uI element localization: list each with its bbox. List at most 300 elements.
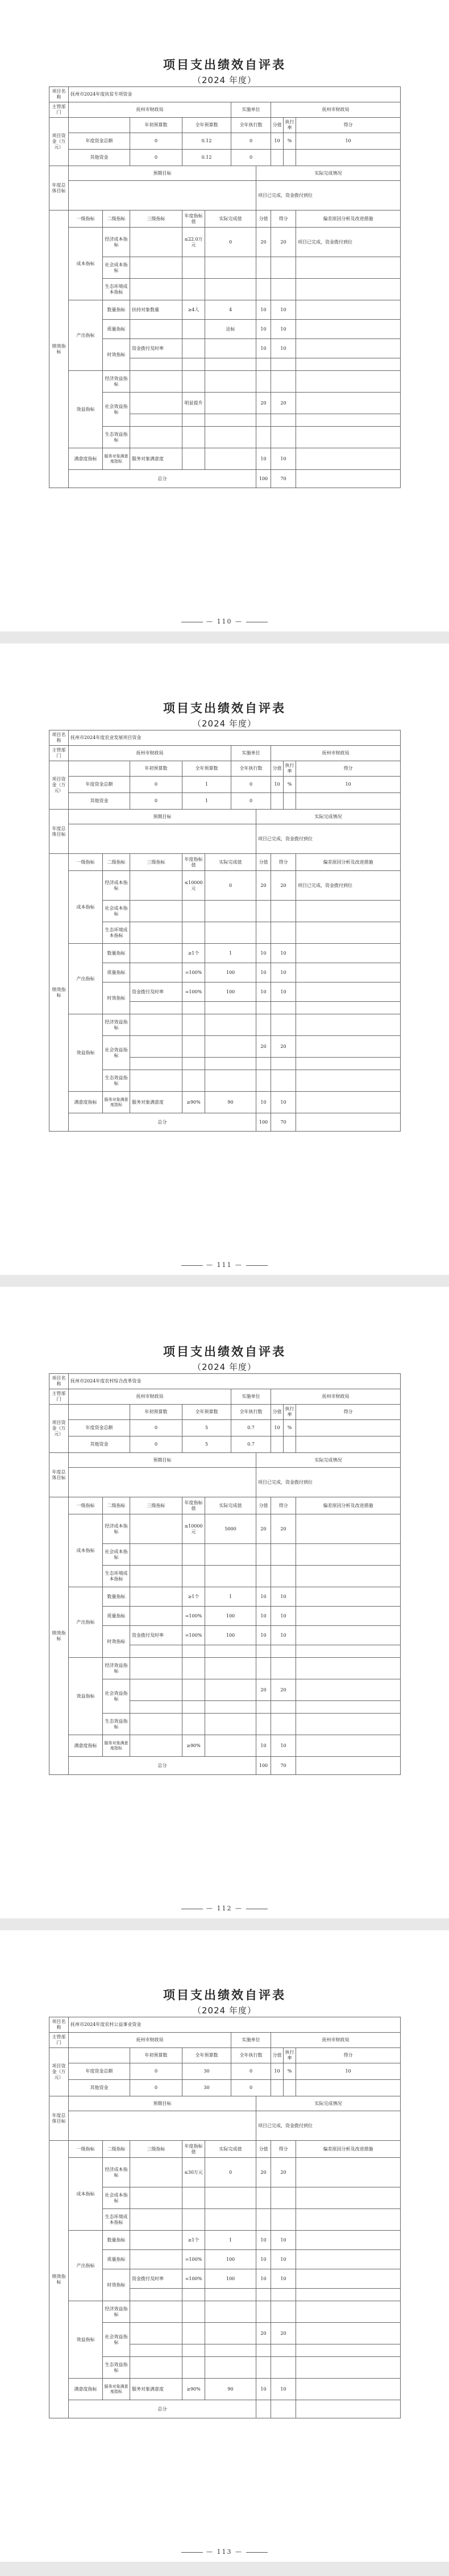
year-total-full: 5	[182, 1420, 231, 1436]
year-total-exec: 0	[231, 2063, 271, 2080]
label-total: 总分	[69, 470, 256, 488]
label-lvl2: 二级指标	[103, 1497, 130, 1514]
time-actual: 100	[205, 1626, 256, 1645]
label-satisfaction: 满意度指标	[69, 1735, 103, 1757]
other-funds-exec: 0	[231, 2080, 271, 2096]
qual-item	[130, 320, 182, 339]
qty-target: ≥1个	[182, 2231, 205, 2250]
label-eco-cost: 生态环境成本指标	[103, 922, 130, 944]
sat-actual: 90	[205, 2379, 256, 2400]
other-funds-annual: 0	[130, 1436, 182, 1453]
label-project-name: 项目名称	[49, 730, 69, 746]
actual-goal: 项目已完成，资金拨付到位	[256, 2111, 401, 2141]
label-annual-target: 年度指标值	[182, 2141, 205, 2158]
cost-note: 项目已完成，资金拨付到位	[296, 871, 401, 901]
qual-actual: 达标	[205, 320, 256, 339]
label-actual: 实际完成情况	[256, 2096, 401, 2111]
qty-item: 扶持对象数量	[130, 300, 182, 320]
sat-target	[182, 448, 205, 470]
label-service-sat: 服务对象满意度指标	[103, 2379, 130, 2400]
sat-score: 10	[256, 1735, 271, 1757]
label-deviation: 偏差原因分析及改进措施	[296, 210, 401, 228]
time-item: 资金拨付及时率	[130, 1626, 182, 1645]
label-funds: 项目资金（万元）	[49, 118, 69, 166]
cost-actual: 0	[205, 228, 256, 257]
other-funds-rating	[296, 793, 401, 810]
label-deviation: 偏差原因分析及改进措施	[296, 1497, 401, 1514]
soc-score: 20	[256, 1679, 271, 1701]
sat-rating: 10	[271, 1735, 296, 1757]
label-full-year-exec: 全年执行数	[231, 118, 271, 133]
label-eco-cost: 生态环境成本指标	[103, 2209, 130, 2231]
time-actual: 100	[205, 982, 256, 1002]
year-total-annual: 0	[130, 2063, 182, 2080]
total-rating: 70	[271, 470, 296, 488]
label-eco-benefit: 生态效益指标	[103, 1714, 130, 1735]
cost-rating: 20	[271, 2158, 296, 2187]
expected-goal	[69, 1468, 256, 1497]
label-quantity: 数量指标	[103, 944, 130, 963]
time-item: 资金拨付及时率	[130, 2269, 182, 2289]
year-total-score: 10	[271, 777, 284, 793]
cost-target: ≤30万元	[182, 2158, 205, 2187]
label-satisfaction: 满意度指标	[69, 448, 103, 470]
cost-score: 20	[256, 2158, 271, 2187]
label-annual-budget: 年初预算数	[130, 2048, 182, 2063]
time-actual: 100	[205, 2269, 256, 2289]
impl-unit-value: 抚州市财政局	[271, 1389, 401, 1405]
qty-score: 10	[256, 300, 271, 320]
sat-actual: 90	[205, 1092, 256, 1113]
label-eco-benefit: 生态效益指标	[103, 2357, 130, 2379]
year-total-score: 10	[271, 2063, 284, 2080]
funds-blank	[69, 118, 130, 133]
year-total-exec: 0	[231, 133, 271, 150]
other-funds-full: 30	[182, 2080, 231, 2096]
time-rating: 10	[271, 339, 296, 358]
other-funds-annual: 0	[130, 2080, 182, 2096]
year-total-annual: 0	[130, 777, 182, 793]
label-goals: 年度总体目标	[49, 166, 69, 210]
page-number: — 110 —	[0, 618, 449, 625]
other-funds-rating	[296, 2080, 401, 2096]
time-rating: 10	[271, 2269, 296, 2289]
cost-item	[130, 1514, 182, 1544]
qty-actual: 1	[205, 1587, 256, 1607]
qty-target: ≥4人	[182, 300, 205, 320]
year-total-rating: 10	[296, 133, 401, 150]
page-title: 项目支出绩效自评表	[163, 58, 286, 72]
year-total-rating: 10	[296, 2063, 401, 2080]
label-benefit: 效益指标	[69, 1014, 103, 1092]
soc-target	[182, 1679, 205, 1701]
label-social-cost: 社会成本指标	[103, 1544, 130, 1566]
label-social-benefit: 社会效益指标	[103, 1679, 130, 1714]
other-funds-rate	[284, 793, 296, 810]
other-funds-exec: 0.7	[231, 1436, 271, 1453]
qty-actual: 1	[205, 2231, 256, 2250]
label-deviation: 偏差原因分析及改进措施	[296, 2141, 401, 2158]
label-rating: 得分	[296, 2048, 401, 2063]
expected-goal	[69, 2111, 256, 2141]
actual-goal: 项目已完成，资金拨付到位	[256, 824, 401, 854]
label-year-total: 年度资金总额	[69, 777, 130, 793]
evaluation-table	[49, 730, 401, 1132]
label-year-total: 年度资金总额	[69, 1420, 130, 1436]
other-funds-full: 5	[182, 1436, 231, 1453]
other-funds-exec: 0	[231, 150, 271, 166]
time-target	[182, 339, 205, 358]
label-year-total: 年度资金总额	[69, 133, 130, 150]
label-quality: 质量指标	[103, 320, 130, 339]
year-total-rate: %	[284, 133, 296, 150]
sat-actual	[205, 448, 256, 470]
year-total-rating: 10	[296, 777, 401, 793]
label-full-year-budget: 全年预算数	[182, 761, 231, 777]
label-lvl2: 二级指标	[103, 2141, 130, 2158]
time-target: =100%	[182, 982, 205, 1002]
cost-score: 20	[256, 1514, 271, 1544]
label-funds: 项目资金（万元）	[49, 761, 69, 810]
label-perf: 绩效指标	[49, 210, 69, 488]
sat-score: 10	[256, 1092, 271, 1113]
label-annual-budget: 年初预算数	[130, 761, 182, 777]
sat-target: ≥90%	[182, 2379, 205, 2400]
funds-blank	[69, 2048, 130, 2063]
label-impl-unit: 实施单位	[231, 102, 271, 118]
year-total-rating	[296, 1420, 401, 1436]
time-score: 10	[256, 339, 271, 358]
label-econ-benefit: 经济效益指标	[103, 1014, 130, 1036]
year-total-exec: 0	[231, 777, 271, 793]
label-exec-rate: 执行率	[284, 761, 296, 777]
page-number: — 111 —	[0, 1261, 449, 1269]
cost-score: 20	[256, 871, 271, 901]
document-page	[0, 1287, 449, 1918]
expected-goal	[69, 824, 256, 854]
label-econ-cost: 经济成本指标	[103, 2158, 130, 2187]
other-funds-score	[271, 1436, 284, 1453]
page-title: 项目支出绩效自评表	[163, 1988, 286, 2002]
label-impl-unit: 实施单位	[231, 746, 271, 761]
cost-item	[130, 228, 182, 257]
other-funds-full: 0.12	[182, 150, 231, 166]
label-score: 分值	[271, 2048, 284, 2063]
year-total-score: 10	[271, 133, 284, 150]
label-econ-benefit: 经济效益指标	[103, 371, 130, 393]
dept-value: 抚州市财政局	[69, 2033, 231, 2048]
label-expected: 预期目标	[69, 810, 256, 824]
label-social-cost: 社会成本指标	[103, 2187, 130, 2209]
document-page	[0, 1930, 449, 2562]
project-name: 抚州市2024年度农村综合改革资金	[69, 1374, 401, 1389]
label-expected: 预期目标	[69, 166, 256, 181]
dept-value: 抚州市财政局	[69, 746, 231, 761]
total-score: 100	[256, 470, 271, 488]
soc-rating: 20	[271, 393, 296, 414]
page-number: — 112 —	[0, 1905, 449, 1912]
qty-rating: 10	[271, 2231, 296, 2250]
time-rating: 10	[271, 1626, 296, 1645]
label-output: 产出指标	[69, 2231, 103, 2301]
qual-actual: 100	[205, 1607, 256, 1626]
sat-rating: 10	[271, 448, 296, 470]
qual-score: 10	[256, 2250, 271, 2269]
qty-target: ≥1个	[182, 944, 205, 963]
label-perf: 绩效指标	[49, 2141, 69, 2418]
total-score: 100	[256, 1757, 271, 1775]
qty-rating: 10	[271, 1587, 296, 1607]
label-econ-benefit: 经济效益指标	[103, 1658, 130, 1679]
expected-goal	[69, 181, 256, 210]
page-year: （2024 年度）	[193, 2005, 256, 2016]
actual-goal: 项目已完成，资金拨付到位	[256, 181, 401, 210]
other-funds-score	[271, 793, 284, 810]
qty-item	[130, 944, 182, 963]
cost-actual: 5000	[205, 1514, 256, 1544]
label-quality: 质量指标	[103, 963, 130, 982]
label-indicator-score: 分值	[256, 2141, 271, 2158]
label-benefit: 效益指标	[69, 2301, 103, 2379]
label-cost: 成本指标	[69, 2158, 103, 2231]
label-other-funds: 其他资金	[69, 150, 130, 166]
dept-value: 抚州市财政局	[69, 1389, 231, 1405]
other-funds-rating	[296, 1436, 401, 1453]
other-funds-score	[271, 150, 284, 166]
label-expected: 预期目标	[69, 2096, 256, 2111]
time-item: 资金拨付及时率	[130, 339, 182, 358]
time-score: 10	[256, 982, 271, 1002]
qty-rating: 10	[271, 300, 296, 320]
label-exec-rate: 执行率	[284, 118, 296, 133]
other-funds-rate	[284, 2080, 296, 2096]
cost-rating: 20	[271, 1514, 296, 1544]
page-year: （2024 年度）	[193, 1362, 256, 1372]
soc-actual	[205, 1679, 256, 1701]
label-eco-cost: 生态环境成本指标	[103, 1566, 130, 1587]
sat-item: 服务对象满意度	[130, 448, 182, 470]
soc-target	[182, 1036, 205, 1058]
year-total-exec: 0.7	[231, 1420, 271, 1436]
dept-value: 抚州市财政局	[69, 102, 231, 118]
project-name: 抚州市2024年度扶贫专项资金	[69, 87, 401, 102]
label-timeliness: 时效指标	[103, 982, 130, 1014]
label-full-year-budget: 全年预算数	[182, 2048, 231, 2063]
time-actual	[205, 339, 256, 358]
other-funds-score	[271, 2080, 284, 2096]
page-title: 项目支出绩效自评表	[163, 1345, 286, 1359]
label-benefit: 效益指标	[69, 371, 103, 448]
label-year-total: 年度资金总额	[69, 2063, 130, 2080]
label-indicator-score: 分值	[256, 210, 271, 228]
qual-rating: 10	[271, 963, 296, 982]
cost-target: ≤22.0万元	[182, 228, 205, 257]
page-number: — 113 —	[0, 2548, 449, 2556]
qty-rating: 10	[271, 944, 296, 963]
cost-note: 项目已完成，资金拨付到位	[296, 228, 401, 257]
label-full-year-exec: 全年执行数	[231, 1405, 271, 1420]
label-rating: 得分	[296, 118, 401, 133]
label-econ-cost: 经济成本指标	[103, 1514, 130, 1544]
soc-actual	[205, 393, 256, 414]
year-total-annual: 0	[130, 1420, 182, 1436]
label-perf: 绩效指标	[49, 1497, 69, 1775]
label-project-name: 项目名称	[49, 87, 69, 102]
soc-item	[130, 1036, 182, 1058]
project-name: 抚州市2024年度农村公益事业资金	[69, 2017, 401, 2033]
total-rating: 70	[271, 1757, 296, 1775]
soc-item	[130, 1679, 182, 1701]
label-total: 总分	[69, 1113, 256, 1132]
year-total-full: 1	[182, 777, 231, 793]
qty-actual: 1	[205, 944, 256, 963]
impl-unit-value: 抚州市财政局	[271, 2033, 401, 2048]
label-annual-target: 年度指标值	[182, 210, 205, 228]
year-total-full: 30	[182, 2063, 231, 2080]
year-total-annual: 0	[130, 133, 182, 150]
soc-rating: 20	[271, 1679, 296, 1701]
qual-item	[130, 963, 182, 982]
evaluation-table	[49, 2017, 401, 2418]
document-page	[0, 643, 449, 1275]
label-indicator-rating: 得分	[271, 210, 296, 228]
label-actual-value: 实际完成值	[205, 2141, 256, 2158]
qual-score: 10	[256, 963, 271, 982]
other-funds-annual: 0	[130, 793, 182, 810]
time-rating: 10	[271, 982, 296, 1002]
other-funds-rating	[296, 150, 401, 166]
soc-rating: 20	[271, 1036, 296, 1058]
total-score	[256, 2400, 271, 2418]
qual-rating: 10	[271, 2250, 296, 2269]
label-social-cost: 社会成本指标	[103, 901, 130, 922]
label-social-cost: 社会成本指标	[103, 257, 130, 279]
total-rating	[271, 2400, 296, 2418]
label-output: 产出指标	[69, 300, 103, 371]
qty-score: 10	[256, 944, 271, 963]
sat-rating: 10	[271, 1092, 296, 1113]
soc-item	[130, 2323, 182, 2344]
sat-rating: 10	[271, 2379, 296, 2400]
label-perf: 绩效指标	[49, 854, 69, 1132]
label-lvl1: 一级指标	[69, 1497, 103, 1514]
label-social-benefit: 社会效益指标	[103, 393, 130, 427]
qual-target: =100%	[182, 2250, 205, 2269]
qual-rating: 10	[271, 1607, 296, 1626]
soc-target: 明显提升	[182, 393, 205, 414]
cost-target: ≤10000元	[182, 871, 205, 901]
label-econ-cost: 经济成本指标	[103, 228, 130, 257]
qual-target: =100%	[182, 963, 205, 982]
label-rating: 得分	[296, 761, 401, 777]
label-timeliness: 时效指标	[103, 1626, 130, 1658]
label-cost: 成本指标	[69, 228, 103, 300]
project-name: 抚州市2024年度农业发展项目资金	[69, 730, 401, 746]
label-goals: 年度总体目标	[49, 1453, 69, 1497]
other-funds-annual: 0	[130, 150, 182, 166]
label-impl-unit: 实施单位	[231, 1389, 271, 1405]
cost-item	[130, 2158, 182, 2187]
cost-item	[130, 871, 182, 901]
year-total-rate: %	[284, 2063, 296, 2080]
label-indicator-score: 分值	[256, 854, 271, 871]
label-lvl2: 二级指标	[103, 854, 130, 871]
label-full-year-budget: 全年预算数	[182, 118, 231, 133]
qual-score: 10	[256, 1607, 271, 1626]
evaluation-table	[49, 1373, 401, 1775]
label-satisfaction: 满意度指标	[69, 2379, 103, 2400]
qual-item	[130, 1607, 182, 1626]
soc-score: 20	[256, 1036, 271, 1058]
sat-actual	[205, 1735, 256, 1757]
label-actual: 实际完成情况	[256, 166, 401, 181]
label-actual: 实际完成情况	[256, 1453, 401, 1468]
label-goals: 年度总体目标	[49, 2096, 69, 2141]
soc-actual	[205, 1036, 256, 1058]
impl-unit-value: 抚州市财政局	[271, 746, 401, 761]
label-quality: 质量指标	[103, 1607, 130, 1626]
soc-target	[182, 2323, 205, 2344]
qual-target	[182, 320, 205, 339]
cost-actual: 0	[205, 871, 256, 901]
other-funds-rate	[284, 1436, 296, 1453]
label-annual-target: 年度指标值	[182, 854, 205, 871]
sat-item: 服务对象满意度	[130, 2379, 182, 2400]
label-lvl1: 一级指标	[69, 854, 103, 871]
label-rating: 得分	[296, 1405, 401, 1420]
label-lvl3: 三级指标	[130, 210, 182, 228]
label-quantity: 数量指标	[103, 1587, 130, 1607]
label-actual-value: 实际完成值	[205, 854, 256, 871]
label-full-year-exec: 全年执行数	[231, 761, 271, 777]
label-project-name: 项目名称	[49, 2017, 69, 2033]
year-total-score: 10	[271, 1420, 284, 1436]
evaluation-table	[49, 86, 401, 488]
page-title: 项目支出绩效自评表	[163, 701, 286, 715]
label-econ-cost: 经济成本指标	[103, 871, 130, 901]
qty-score: 10	[256, 2231, 271, 2250]
cost-note	[296, 2158, 401, 2187]
soc-score: 20	[256, 2323, 271, 2344]
label-lvl3: 三级指标	[130, 2141, 182, 2158]
qty-actual: 4	[205, 300, 256, 320]
label-annual-target: 年度指标值	[182, 1497, 205, 1514]
other-funds-full: 1	[182, 793, 231, 810]
label-output: 产出指标	[69, 944, 103, 1014]
label-actual-value: 实际完成值	[205, 210, 256, 228]
time-target: =100%	[182, 1626, 205, 1645]
label-lvl1: 一级指标	[69, 2141, 103, 2158]
label-annual-budget: 年初预算数	[130, 118, 182, 133]
sat-item: 服务对象满意度	[130, 1092, 182, 1113]
label-score: 分值	[271, 761, 284, 777]
qual-target: =100%	[182, 1607, 205, 1626]
total-score: 100	[256, 1113, 271, 1132]
soc-score: 20	[256, 393, 271, 414]
label-indicator-rating: 得分	[271, 2141, 296, 2158]
label-lvl2: 二级指标	[103, 210, 130, 228]
year-total-rate: %	[284, 1420, 296, 1436]
label-lvl1: 一级指标	[69, 210, 103, 228]
document-page	[0, 0, 449, 631]
label-service-sat: 服务对象满意度指标	[103, 1735, 130, 1757]
label-project-name: 项目名称	[49, 1374, 69, 1389]
label-dept: 主管部门	[49, 2033, 69, 2048]
label-lvl3: 三级指标	[130, 854, 182, 871]
qual-item	[130, 2250, 182, 2269]
time-target: =100%	[182, 2269, 205, 2289]
sat-target: ≥90%	[182, 1092, 205, 1113]
